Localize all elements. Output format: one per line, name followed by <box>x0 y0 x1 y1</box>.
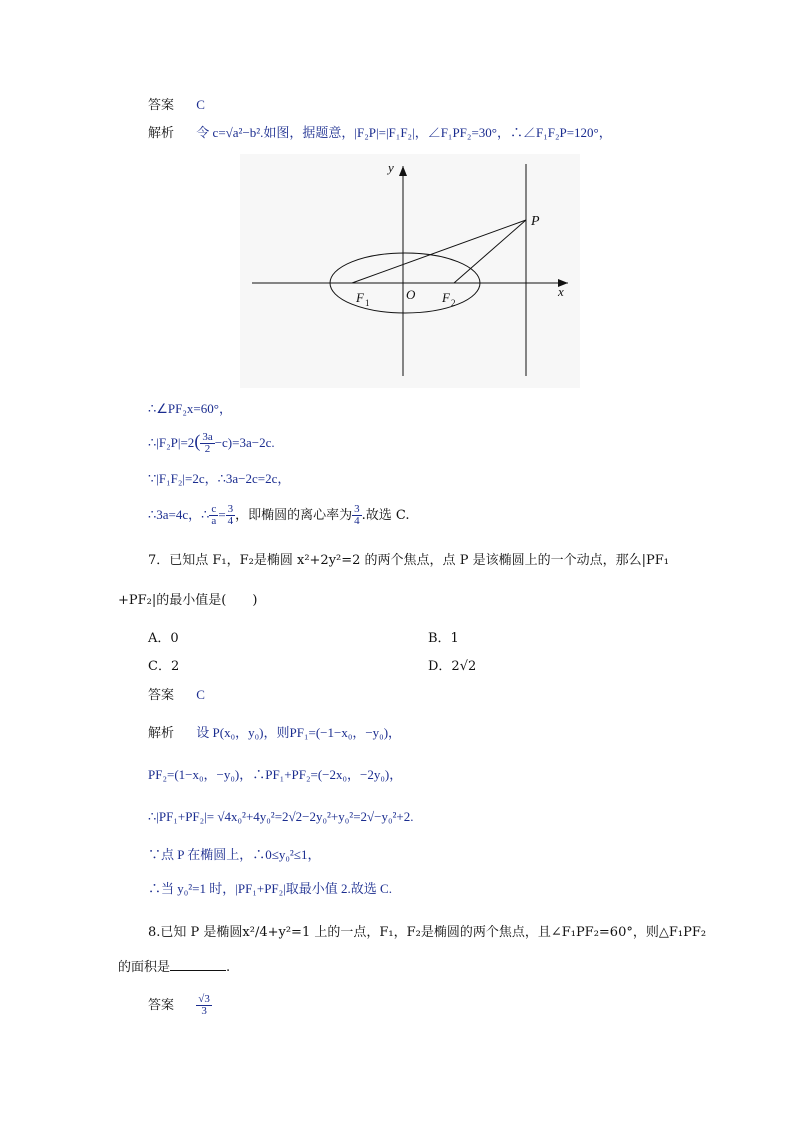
x-label: x <box>558 284 564 299</box>
q7-analysis-line-4: ∵点 P 在椭圆上，∴0≤y₀²≤1， <box>148 847 321 862</box>
answer-label: 答案 <box>148 98 175 113</box>
analysis-text: 令 c=√a²−b².如图，据题意，|F₂P|=|F₁F₂|，∠F₁PF₂=30°，∴∠F₁F₂P=120°， <box>196 125 612 140</box>
fraction-3-4-a: $\frac{3}{4}$ <box>227 503 234 527</box>
q7-analysis-line-5: ∴当 y₀²=1 时，|PF₁+PF₂|取最小值 2.故选 C. <box>148 881 392 896</box>
ellipse-figure <box>240 154 580 388</box>
q7-analysis-line-3: ∴|PF₁+PF₂|= √4x₀²+4y₀²=2√2−2y₀²+y₀²=2√−y₀²+2. <box>148 809 414 824</box>
analysis-line-6 <box>148 124 612 143</box>
origin-label: O <box>406 287 416 302</box>
f2-subscript: 2 <box>451 298 456 308</box>
ellipse-diagram <box>240 154 580 388</box>
q7-stem-line-2: +PF₂|的最小值是( ) <box>118 593 258 608</box>
f2-label: F <box>442 290 450 305</box>
answer-line-6 <box>148 96 205 115</box>
q7-analysis-line-2: PF₂=(1−x₀，−y₀)，∴PF₁+PF₂=(−2x₀，−2y₀)， <box>148 767 403 782</box>
q7-stem-line-1: 7．已知点 F₁，F₂是椭圆 x²+2y²=2 的两个焦点，点 P 是该椭圆上的一个动点，那么|PF₁ <box>148 553 669 568</box>
answer-value: C <box>196 97 205 112</box>
derivation-line-4: ∴3a=4c，∴ $\frac{c}{a}$ = $\frac{3}{4}$ ，即椭圆的离心率为 $\frac{3}{4}$ .故选 C. <box>148 503 410 527</box>
fraction-3a-2: $\frac{3a}{2}$ <box>202 431 213 455</box>
q8-stem-line-2: 的面积是 . <box>118 960 231 975</box>
q7-option-a: A．0 <box>148 631 179 646</box>
q8-stem-line-1: 8.已知 P 是椭圆x²/4+y²=1 上的一点，F₁，F₂是椭圆的两个焦点，且∠F₁PF₂=60°，则△F₁PF₂ <box>148 925 707 940</box>
derivation-line-1: ∴∠PF₂x=60°， <box>148 401 232 416</box>
q7-option-c: C．2 <box>148 659 180 674</box>
fraction-3-4-b: $\frac{3}{4}$ <box>354 503 360 527</box>
answer-blank <box>170 958 226 971</box>
q7-answer-line: 答案 C <box>148 687 205 703</box>
derivation-line-3: ∵|F₁F₂|=2c，∴3a−2c=2c， <box>148 471 291 486</box>
fraction-sqrt3-3: $\frac{√3}{3}$ <box>198 993 210 1017</box>
derivation-line-2: ∴|F₂P|=2( $\frac{3a}{2}$ −c)=3a−2c. <box>148 431 275 455</box>
point-p-label: P <box>531 214 540 229</box>
f1-label: F <box>356 290 364 305</box>
q7-option-d: D．2√2 <box>428 659 477 674</box>
q7-option-b: B．1 <box>428 631 459 646</box>
analysis-label: 解析 <box>148 126 175 141</box>
q7-analysis-line-1: 解析 设 P(x₀，y₀)，则PF₁=(−1−x₀，−y₀)， <box>148 725 402 741</box>
fraction-c-a: $\frac{c}{a}$ <box>211 503 217 527</box>
f1-subscript: 1 <box>365 298 370 308</box>
y-label: y <box>388 160 394 175</box>
q8-answer-line: 答案 $\frac{√3}{3}$ <box>148 993 210 1017</box>
